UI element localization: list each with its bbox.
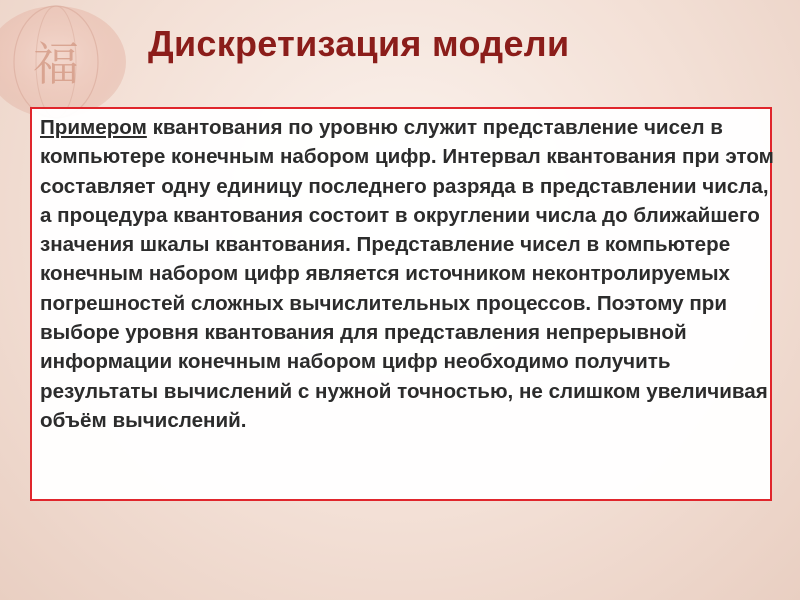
lantern-glyph: 福 [33, 37, 79, 91]
lantern-fu-icon [0, 0, 144, 120]
body-paragraph [40, 113, 780, 435]
body-text: квантования по уровню служит представление чисел в компьютере конечным набором цифр. Интервал квантования при этом составляет одну единицу последнего разряда в представлении числа, а процедура квантования состоит в округлении числа до ближайшего значения шкалы квантования. Представление чисел в компьютере конечным набором цифр является источником неконтролируемых погрешностей сложных вычислительных процессов. Поэтому при выборе уровня квантования для представления непрерывной информации конечным набором цифр необходимо получить результаты вычислений с нужной точностью, не слишком увеличивая объём вычислений. [40, 116, 774, 432]
body-lead-word: Примером [40, 116, 147, 139]
slide-title: Дискретизация модели [148, 23, 570, 64]
